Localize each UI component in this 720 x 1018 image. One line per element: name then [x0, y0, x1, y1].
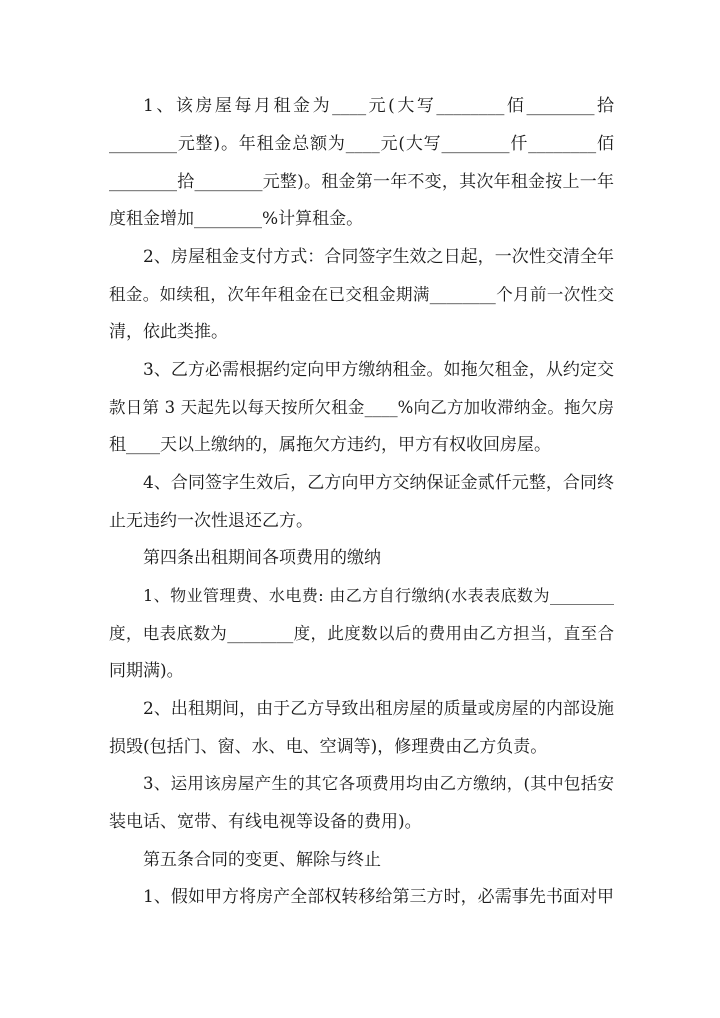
- paragraph-4-line-1: 4、合同签字生效后，乙方向甲方交纳保证金贰仟元整，合同终: [143, 473, 614, 493]
- paragraph-7-line-2: 装电话、宽带、有线电视等设备的费用)。: [109, 812, 422, 832]
- paragraph-3-line-1: 3、乙方必需根据约定向甲方缴纳租金。如拖欠租金，从约定交: [143, 360, 614, 380]
- paragraph-1-line-4: 度租金增加________%计算租金。: [109, 209, 364, 229]
- section-heading-article-5: 第五条合同的变更、解除与终止: [143, 850, 381, 870]
- paragraph-6-line-2: 损毁(包括门、窗、水、电、空调等)，修理费由乙方负责。: [109, 737, 548, 757]
- paragraph-3-line-2: 款日第 3 天起先以每天按所欠租金____%向乙方加收滞纳金。拖欠房: [109, 398, 614, 417]
- paragraph-6-line-1: 2、出租期间，由于乙方导致出租房屋的质量或房屋的内部设施: [143, 699, 614, 719]
- paragraph-5-line-3: 同期满)。: [109, 661, 184, 681]
- paragraph-1-line-1: 1、该房屋每月租金为____元(大写________佰________拾: [143, 96, 614, 116]
- paragraph-5-line-2: 度，电表底数为________度，此度数以后的费用由乙方担当，直至合: [109, 624, 614, 643]
- paragraph-3-line-3: 租____天以上缴纳的，属拖欠方违约，甲方有权收回房屋。: [109, 435, 551, 455]
- paragraph-2-line-3: 清，依此类推。: [109, 322, 228, 342]
- paragraph-7-line-1: 3、运用该房屋产生的其它各项费用均由乙方缴纳，(其中包括安: [143, 774, 614, 793]
- paragraph-5-line-1: 1、物业管理费、水电费: 由乙方自行缴纳(水表表底数为________: [143, 586, 614, 605]
- paragraph-1-line-2: ________元整)。年租金总额为____元(大写________仟________佰: [109, 134, 614, 154]
- section-heading-article-4: 第四条出租期间各项费用的缴纳: [143, 548, 381, 568]
- paragraph-4-line-2: 止无违约一次性退还乙方。: [109, 511, 313, 531]
- paragraph-2-line-2: 租金。如续租，次年年租金在已交租金期满________个月前一次性交: [109, 285, 614, 304]
- paragraph-2-line-1: 2、房屋租金支付方式：合同签字生效之日起，一次性交清全年: [143, 247, 614, 267]
- paragraph-9-line-1: 1、假如甲方将房产全部权转移给第三方时，必需事先书面对甲: [143, 887, 614, 907]
- paragraph-1-line-3: ________拾________元整)。租金第一年不变，其次年租金按上一年: [109, 172, 614, 192]
